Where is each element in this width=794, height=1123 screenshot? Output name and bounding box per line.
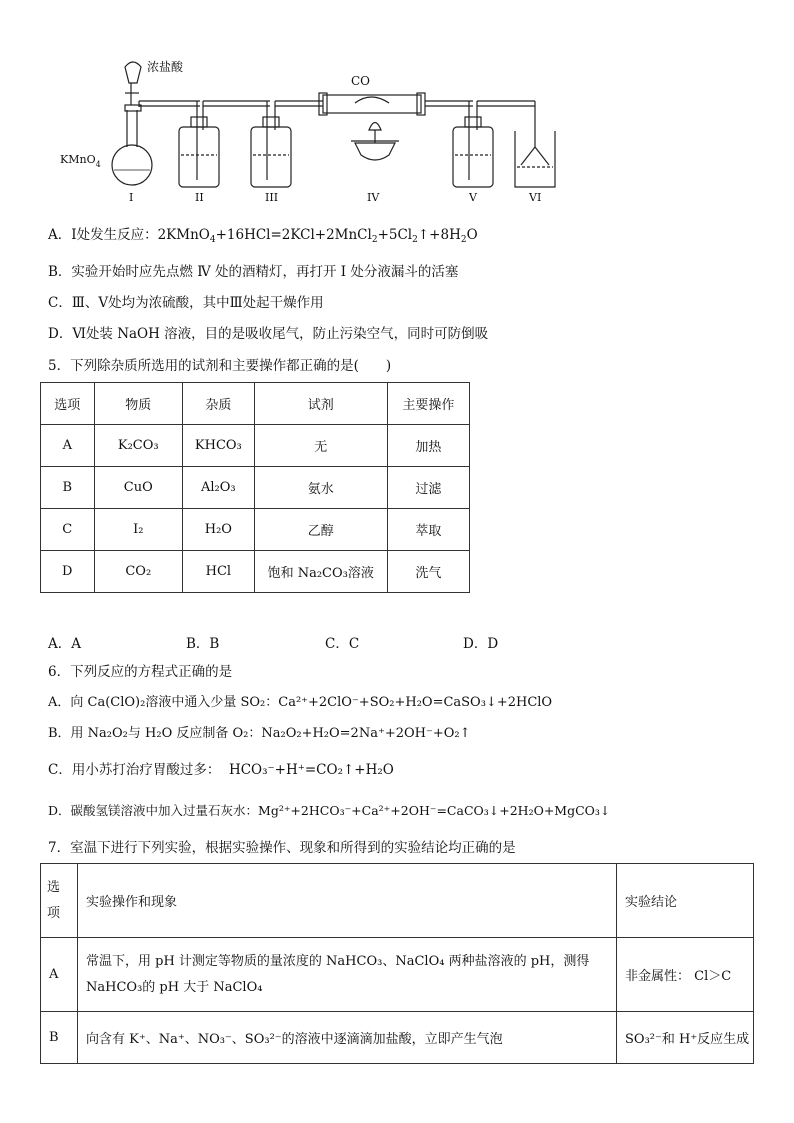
- table-cell: 过滤: [387, 467, 469, 509]
- q5-option-d: D．D: [463, 636, 499, 652]
- table-cell: CuO: [94, 467, 182, 509]
- table-cell: H₂O: [182, 509, 254, 551]
- table-cell: K₂CO₃: [94, 425, 182, 467]
- table-row: [41, 509, 470, 551]
- table-cell: 非金属性： Cl＞C: [617, 938, 754, 1012]
- q5-option-b: B．B: [186, 636, 220, 652]
- q5-option-c: C．C: [325, 636, 360, 652]
- q7-header-operation: 实验操作和现象: [78, 864, 617, 938]
- q5-header: 杂质: [182, 383, 254, 425]
- q6-stem: 6．下列反应的方程式正确的是: [48, 664, 233, 680]
- label-kmno4: KMnO$_4$: [60, 153, 101, 169]
- table-row: [41, 551, 470, 593]
- q6-option-a: A．向 Ca(ClO)₂溶液中通入少量 SO₂：Ca²⁺+2ClO⁻+SO₂+H₂O=CaSO₃↓+2HClO: [48, 695, 553, 710]
- table-cell: A: [41, 938, 78, 1012]
- table-row: [41, 938, 754, 1012]
- table-cell: B: [41, 1012, 78, 1064]
- q7-stem: 7．室温下进行下列实验，根据实验操作、现象和所得到的实验结论均正确的是: [48, 840, 516, 856]
- table-cell: 氨水: [254, 467, 387, 509]
- q6-option-d: D．碳酸氢镁溶液中加入过量石灰水：Mg²⁺+2HCO₃⁻+Ca²⁺+2OH⁻=CaCO₃↓+2H₂O+MgCO₃↓: [48, 803, 611, 818]
- table-cell: Al₂O₃: [182, 467, 254, 509]
- table-cell: C: [41, 509, 95, 551]
- q7-header-conclusion: 实验结论: [617, 864, 754, 938]
- table-row: [41, 467, 470, 509]
- label-co: CO: [351, 74, 371, 88]
- q5-header: 试剂: [254, 383, 387, 425]
- table-cell: 乙醇: [254, 509, 387, 551]
- q4-option-d: D．Ⅵ处装 NaOH 溶液，目的是吸收尾气，防止污染空气，同时可防倒吸: [48, 326, 489, 342]
- station-4: IV: [367, 191, 380, 204]
- q4-option-c: C．Ⅲ、Ⅴ处均为浓硫酸，其中Ⅲ处起干燥作用: [48, 295, 324, 311]
- station-5: V: [469, 191, 477, 204]
- q6-option-c: C．用小苏打治疗胃酸过多： HCO₃⁻+H⁺=CO₂↑+H₂O: [48, 762, 394, 778]
- table-cell: KHCO₃: [182, 425, 254, 467]
- q5-header: 主要操作: [387, 383, 469, 425]
- table-cell: 无: [254, 425, 387, 467]
- q7-header-option: 选项: [41, 864, 78, 938]
- station-2: II: [195, 191, 204, 204]
- station-3: III: [265, 191, 279, 204]
- table-cell: 萃取: [387, 509, 469, 551]
- q5-table: [40, 382, 470, 593]
- q5-option-a: A．A: [48, 636, 81, 652]
- q4-option-a: A．Ⅰ处发生反应：$2KMnO_4+16HCl=2KCl+2MnCl_2+5Cl_2↑+8H_2O$: [48, 227, 478, 245]
- table-cell: A: [41, 425, 95, 467]
- table-cell: 向含有 K⁺、Na⁺、NO₃⁻、SO₃²⁻的溶液中逐滴滴加盐酸，立即产生气泡: [78, 1012, 617, 1064]
- q4-option-b: B．实验开始时应先点燃 Ⅳ 处的酒精灯，再打开 Ⅰ 处分液漏斗的活塞: [48, 264, 459, 280]
- q6-option-b: B．用 Na₂O₂与 H₂O 反应制备 O₂：Na₂O₂+H₂O=2Na⁺+2OH⁻+O₂↑: [48, 726, 471, 741]
- table-row: [41, 425, 470, 467]
- table-cell: D: [41, 551, 95, 593]
- table-cell: 饱和 Na₂CO₃溶液: [254, 551, 387, 593]
- label-acid: 浓盐酸: [147, 60, 184, 74]
- q5-stem: 5．下列除杂质所选用的试剂和主要操作都正确的是( ): [48, 358, 392, 374]
- table-cell: SO₃²⁻和 H⁺反应生成: [617, 1012, 754, 1064]
- apparatus-diagram: [55, 55, 565, 210]
- station-1: I: [129, 191, 134, 204]
- table-cell: B: [41, 467, 95, 509]
- table-cell: 常温下，用 pH 计测定等物质的量浓度的 NaHCO₃、NaClO₄ 两种盐溶液的 pH，测得 NaHCO₃的 pH 大于 NaClO₄: [78, 938, 617, 1012]
- table-cell: 加热: [387, 425, 469, 467]
- table-cell: HCl: [182, 551, 254, 593]
- q7-table: [40, 863, 754, 1064]
- q5-header: 物质: [94, 383, 182, 425]
- table-cell: I₂: [94, 509, 182, 551]
- station-6: VI: [529, 191, 542, 204]
- table-cell: 洗气: [387, 551, 469, 593]
- table-cell: CO₂: [94, 551, 182, 593]
- q5-header: 选项: [41, 383, 95, 425]
- table-row: [41, 1012, 754, 1064]
